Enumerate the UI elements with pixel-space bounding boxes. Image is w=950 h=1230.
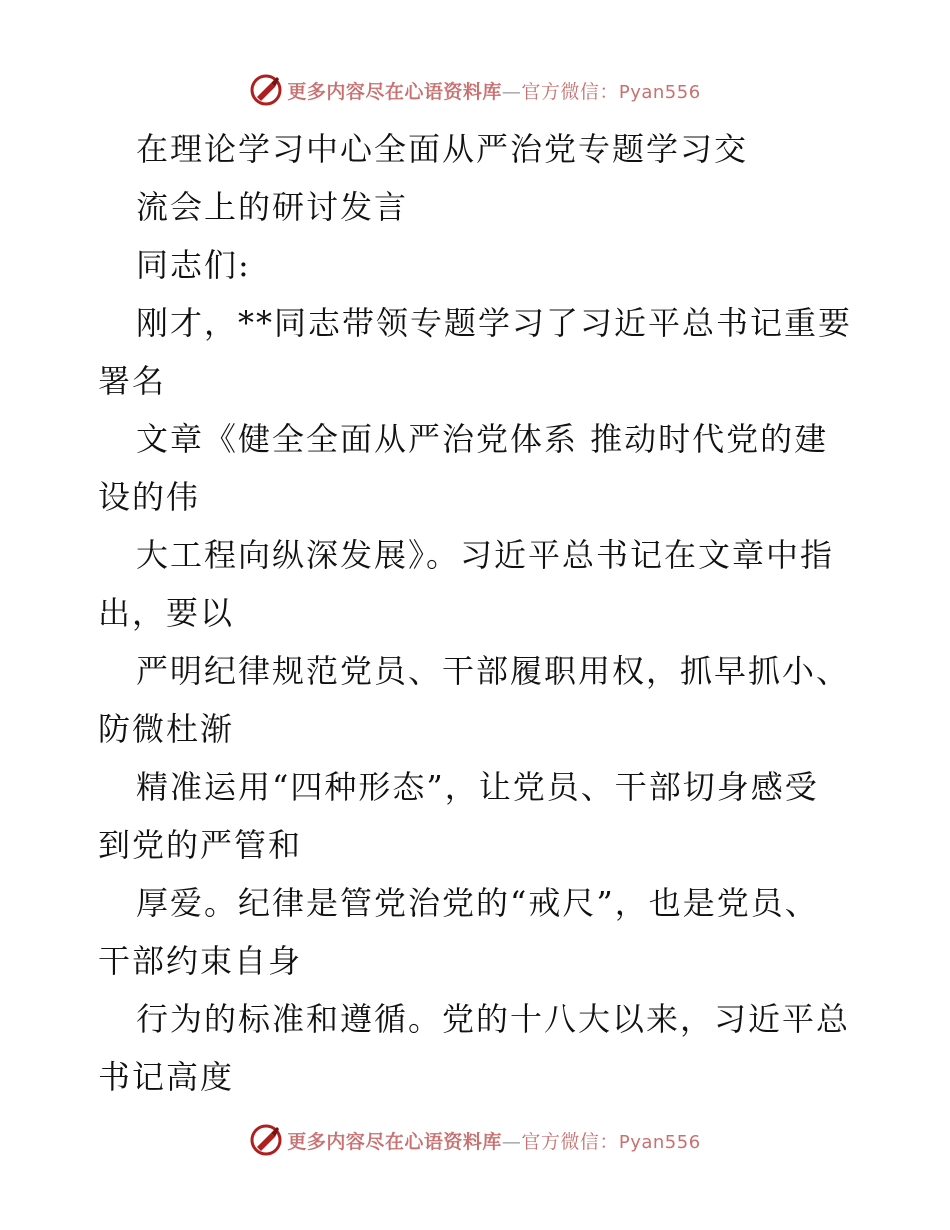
- doc-line: 在理论学习中心全面从严治党专题学习交: [136, 130, 749, 168]
- banner-main: 更多内容尽在心语资料库: [287, 1130, 502, 1153]
- banner-id: Pyan556: [618, 81, 701, 103]
- doc-line: 干部约束自身: [98, 942, 303, 980]
- banner-id: Pyan556: [618, 1131, 701, 1153]
- doc-line: 设的伟: [98, 478, 201, 516]
- banner-dash: —: [501, 1130, 522, 1153]
- banner-main: 更多内容尽在心语资料库: [287, 80, 502, 103]
- doc-line: 严明纪律规范党员、干部履职用权，抓早抓小、: [136, 652, 851, 690]
- banner-sub: 官方微信：: [521, 1130, 619, 1153]
- banner-text: [287, 1127, 700, 1154]
- doc-line: 同志们:: [136, 246, 251, 284]
- logo-icon: [249, 1123, 283, 1157]
- footer-banner: [0, 1120, 950, 1160]
- doc-line: 流会上的研讨发言: [136, 188, 409, 226]
- doc-line: 刚才，**同志带领专题学习了习近平总书记重要: [136, 304, 853, 342]
- doc-line: 出，要以: [98, 594, 235, 632]
- header-banner: [0, 70, 950, 110]
- doc-line: 厚爱。纪律是管党治党的“戒尺”，也是党员、: [136, 884, 819, 922]
- doc-line: 到党的严管和: [98, 826, 303, 864]
- banner-text: [287, 77, 700, 104]
- doc-line: 书记高度: [98, 1058, 235, 1096]
- document-body: [98, 120, 858, 1106]
- doc-line: 行为的标准和遵循。党的十八大以来，习近平总: [136, 1000, 851, 1038]
- banner-dash: —: [501, 80, 522, 103]
- banner-sub: 官方微信：: [521, 80, 619, 103]
- doc-line: 文章《健全全面从严治党体系 推动时代党的建: [136, 420, 829, 458]
- doc-line: 大工程向纵深发展》。习近平总书记在文章中指: [136, 536, 835, 574]
- logo-icon: [249, 73, 283, 107]
- doc-line: 署名: [98, 362, 167, 400]
- doc-line: 防微杜渐: [98, 710, 235, 748]
- doc-line: 精准运用“四种形态”，让党员、干部切身感受: [136, 768, 819, 806]
